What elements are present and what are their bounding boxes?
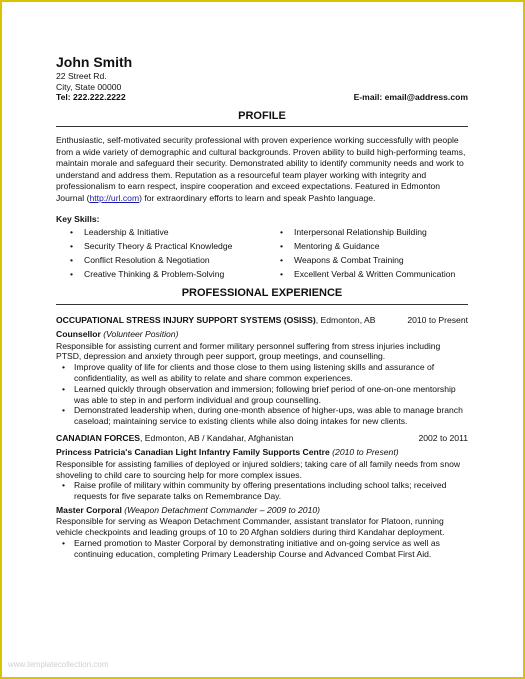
- experience-heading: PROFESSIONAL EXPERIENCE: [56, 288, 468, 304]
- job-location: , Edmonton, AB / Kandahar, Afghanistan: [140, 432, 294, 443]
- role-bullets: [56, 362, 468, 427]
- bullet-item: • Learned quickly through observation and immersion; following brief period of one-on-one mentorship was able to step in and perform individual and group counselling.: [56, 384, 468, 406]
- phone: Tel: 222.222.2222: [56, 92, 126, 103]
- job-location: , Edmonton, AB: [315, 314, 376, 325]
- profile-heading: PROFILE: [56, 111, 468, 127]
- bullet-item: • Improve quality of life for clients and those close to them using listening skills and assurance of confidentiality, as well as ability to relate and share common experiences.: [56, 362, 468, 384]
- role-title: Master Corporal: [56, 504, 122, 515]
- role-subtitle: (2010 to Present): [332, 447, 399, 458]
- resume-header: [56, 54, 468, 104]
- watermark: www.templatecollection.com: [8, 660, 109, 669]
- role-subtitle: (Volunteer Position): [103, 329, 179, 340]
- role-title-line: [56, 505, 468, 516]
- job-org-line: [56, 315, 375, 326]
- contact-row: [56, 92, 468, 103]
- bullet-item: • Earned promotion to Master Corporal by demonstrating initiative and on-going service as well as continuing education, completing Primary Leadership Course and Advanced Combat First Aid.: [56, 538, 468, 560]
- skill-item: • Mentoring & Guidance: [276, 241, 466, 252]
- profile-text-start: Enthusiastic, self-motivated security professional with proven experience working successfully with people from a wide variety of demographic and cultural backgrounds. Proven ability to build high-performing teams, maintain morale and safeguard their security. Demonstrated ability to identify community needs and work to understand and address them. Reputation as a resourceful team player working with integrity and professionalism to earn respect, inspire cooperation and exceed expectations. Featured in Edmonton Journal (: [56, 135, 466, 203]
- skill-item: • Security Theory & Practical Knowledge: [56, 241, 276, 252]
- job-header: [56, 315, 468, 326]
- role-title-line: [56, 447, 468, 458]
- street-address: 22 Street Rd.: [56, 71, 107, 81]
- job-org: CANADIAN FORCES: [56, 432, 141, 443]
- profile-link[interactable]: http://url.com: [89, 192, 140, 203]
- job-dates: 2002 to 2011: [418, 432, 468, 443]
- resume-page: [56, 54, 468, 560]
- role-bullets: [56, 538, 468, 560]
- bullet-item: • Raise profile of military within community by offering presentations including school talks; received requests for five separate talks on Remembrance Day.: [56, 480, 468, 502]
- skill-item: • Interpersonal Relationship Building: [276, 227, 466, 238]
- skill-item: • Creative Thinking & Problem-Solving: [56, 269, 276, 280]
- job-org: OCCUPATIONAL STRESS INJURY SUPPORT SYSTEMS (OSISS): [56, 314, 316, 325]
- key-skills-heading: Key Skills:: [56, 213, 100, 224]
- skill-item: • Excellent Verbal & Written Communication: [276, 269, 466, 280]
- role-subtitle: (Weapon Detachment Commander – 2009 to 2010): [124, 504, 320, 515]
- candidate-name: John Smith: [56, 54, 133, 70]
- role-description: Responsible for assisting families of deployed or injured soldiers; taking care of all family needs from snow shoveling to child care to sourcing help for more complex issues.: [56, 458, 461, 480]
- profile-text-end: ) for extraordinary efforts to learn and speak Pashto language.: [139, 192, 376, 203]
- skill-item: • Conflict Resolution & Negotiation: [56, 255, 276, 266]
- role-description: Responsible for serving as Weapon Detachment Commander, assistant translator for Platoon, running vehicle checkpoints and leading groups of 10 to 20 Afghan soldiers during third Kandahar deployment.: [56, 516, 445, 538]
- job-org-line: [56, 433, 293, 444]
- job-entry: [56, 433, 468, 560]
- job-dates: 2010 to Present: [407, 314, 468, 325]
- bullet-item: • Demonstrated leadership when, during one-month absence of higher-ups, was able to manage branch caseload; maintaining service to existing clients while also doing intakes for new clients.: [56, 405, 468, 427]
- profile-summary: [56, 135, 468, 205]
- email: E-mail: email@address.com: [353, 92, 468, 103]
- role-title: Counsellor: [56, 329, 101, 340]
- role-bullets: [56, 480, 468, 502]
- city-state: City, State 00000: [56, 81, 122, 92]
- job-entry: [56, 315, 468, 427]
- role-title-line: [56, 329, 468, 340]
- skill-item: • Leadership & Initiative: [56, 227, 276, 238]
- role-title: Princess Patricia's Canadian Light Infantry Family Supports Centre: [56, 447, 330, 458]
- skill-item: • Weapons & Combat Training: [276, 255, 466, 266]
- key-skills-list: [56, 227, 468, 280]
- job-header: [56, 433, 468, 444]
- role-description: Responsible for assisting current and former military personnel suffering from stress injuries including PTSD, depression and anxiety through peer support, group meetings, and counselling.: [56, 340, 441, 362]
